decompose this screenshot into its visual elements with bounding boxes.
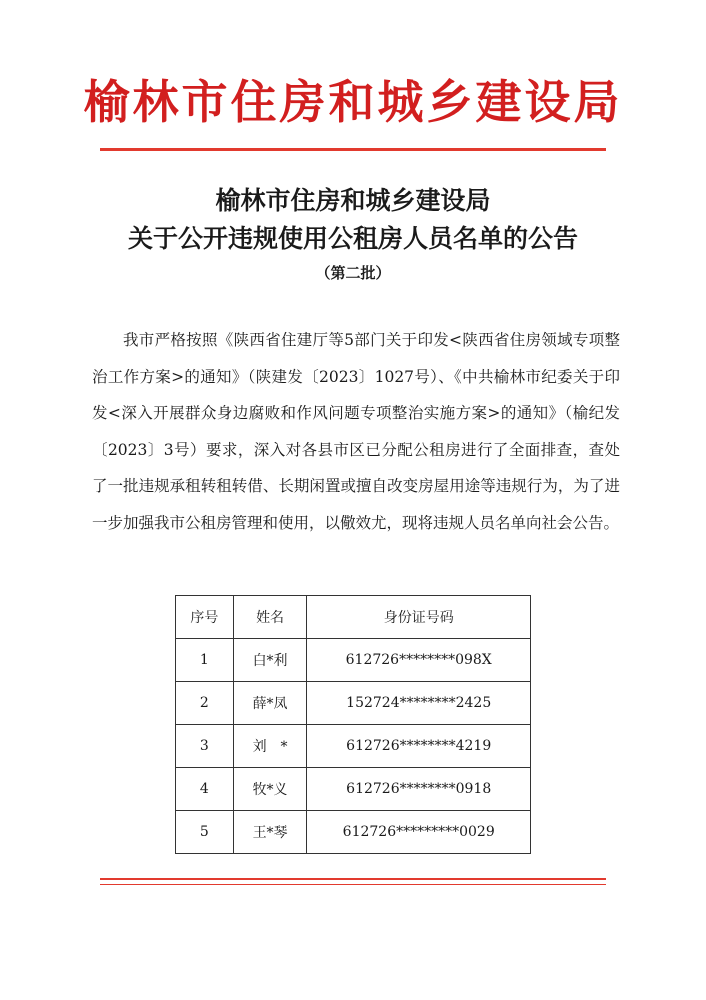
notice-title-line2: 关于公开违规使用公租房人员名单的公告 — [127, 224, 578, 253]
cell-id-number: 612726********098X — [307, 639, 531, 682]
notice-batch: （第二批） — [315, 264, 391, 282]
header-name: 姓名 — [233, 596, 307, 639]
table-row — [176, 768, 531, 811]
red-divider-bottom-thick — [100, 878, 606, 880]
cell-index: 5 — [176, 811, 234, 854]
table-row — [176, 811, 531, 854]
notice-body: 我市严格按照《陕西省住建厅等5部门关于印发<陕西省住房领域专项整治工作方案>的通知》（陕建发〔2023〕1027号）、《中共榆林市纪委关于印发<深入开展群众身边腐败和作风问题专项整治实施方案>的通知》（榆纪发〔2023〕3号）要求，深入对各县市区已分配公租房进行了全面排查，查处了一批违规承租转租转借、长期闲置或擅自改变房屋用途等违规行为，为了进一步加强我市公租房管理和使用，以儆效尤，现将违规人员名单向社会公告。 — [92, 331, 620, 532]
cell-id-number: 152724********2425 — [307, 682, 531, 725]
cell-id-number: 612726********0918 — [307, 768, 531, 811]
table-row — [176, 639, 531, 682]
header-index: 序号 — [176, 596, 234, 639]
cell-id-number: 612726********4219 — [307, 725, 531, 768]
table-row — [176, 682, 531, 725]
cell-name: 薛*凤 — [233, 682, 307, 725]
red-divider-bottom-thin — [100, 884, 606, 885]
table-header-row — [176, 596, 531, 639]
letterhead-title: 榆林市住房和城乡建设局 — [83, 75, 623, 129]
notice-title-line1: 榆林市住房和城乡建设局 — [215, 186, 491, 215]
cell-id-number: 612726*********0029 — [307, 811, 531, 854]
violators-table — [175, 595, 531, 854]
cell-name: 王*琴 — [233, 811, 307, 854]
table-row — [176, 725, 531, 768]
cell-name: 刘 * — [233, 725, 307, 768]
cell-name: 白*利 — [233, 639, 307, 682]
header-id-number: 身份证号码 — [307, 596, 531, 639]
cell-index: 2 — [176, 682, 234, 725]
red-divider-top — [100, 148, 606, 151]
cell-name: 牧*义 — [233, 768, 307, 811]
cell-index: 3 — [176, 725, 234, 768]
cell-index: 4 — [176, 768, 234, 811]
cell-index: 1 — [176, 639, 234, 682]
